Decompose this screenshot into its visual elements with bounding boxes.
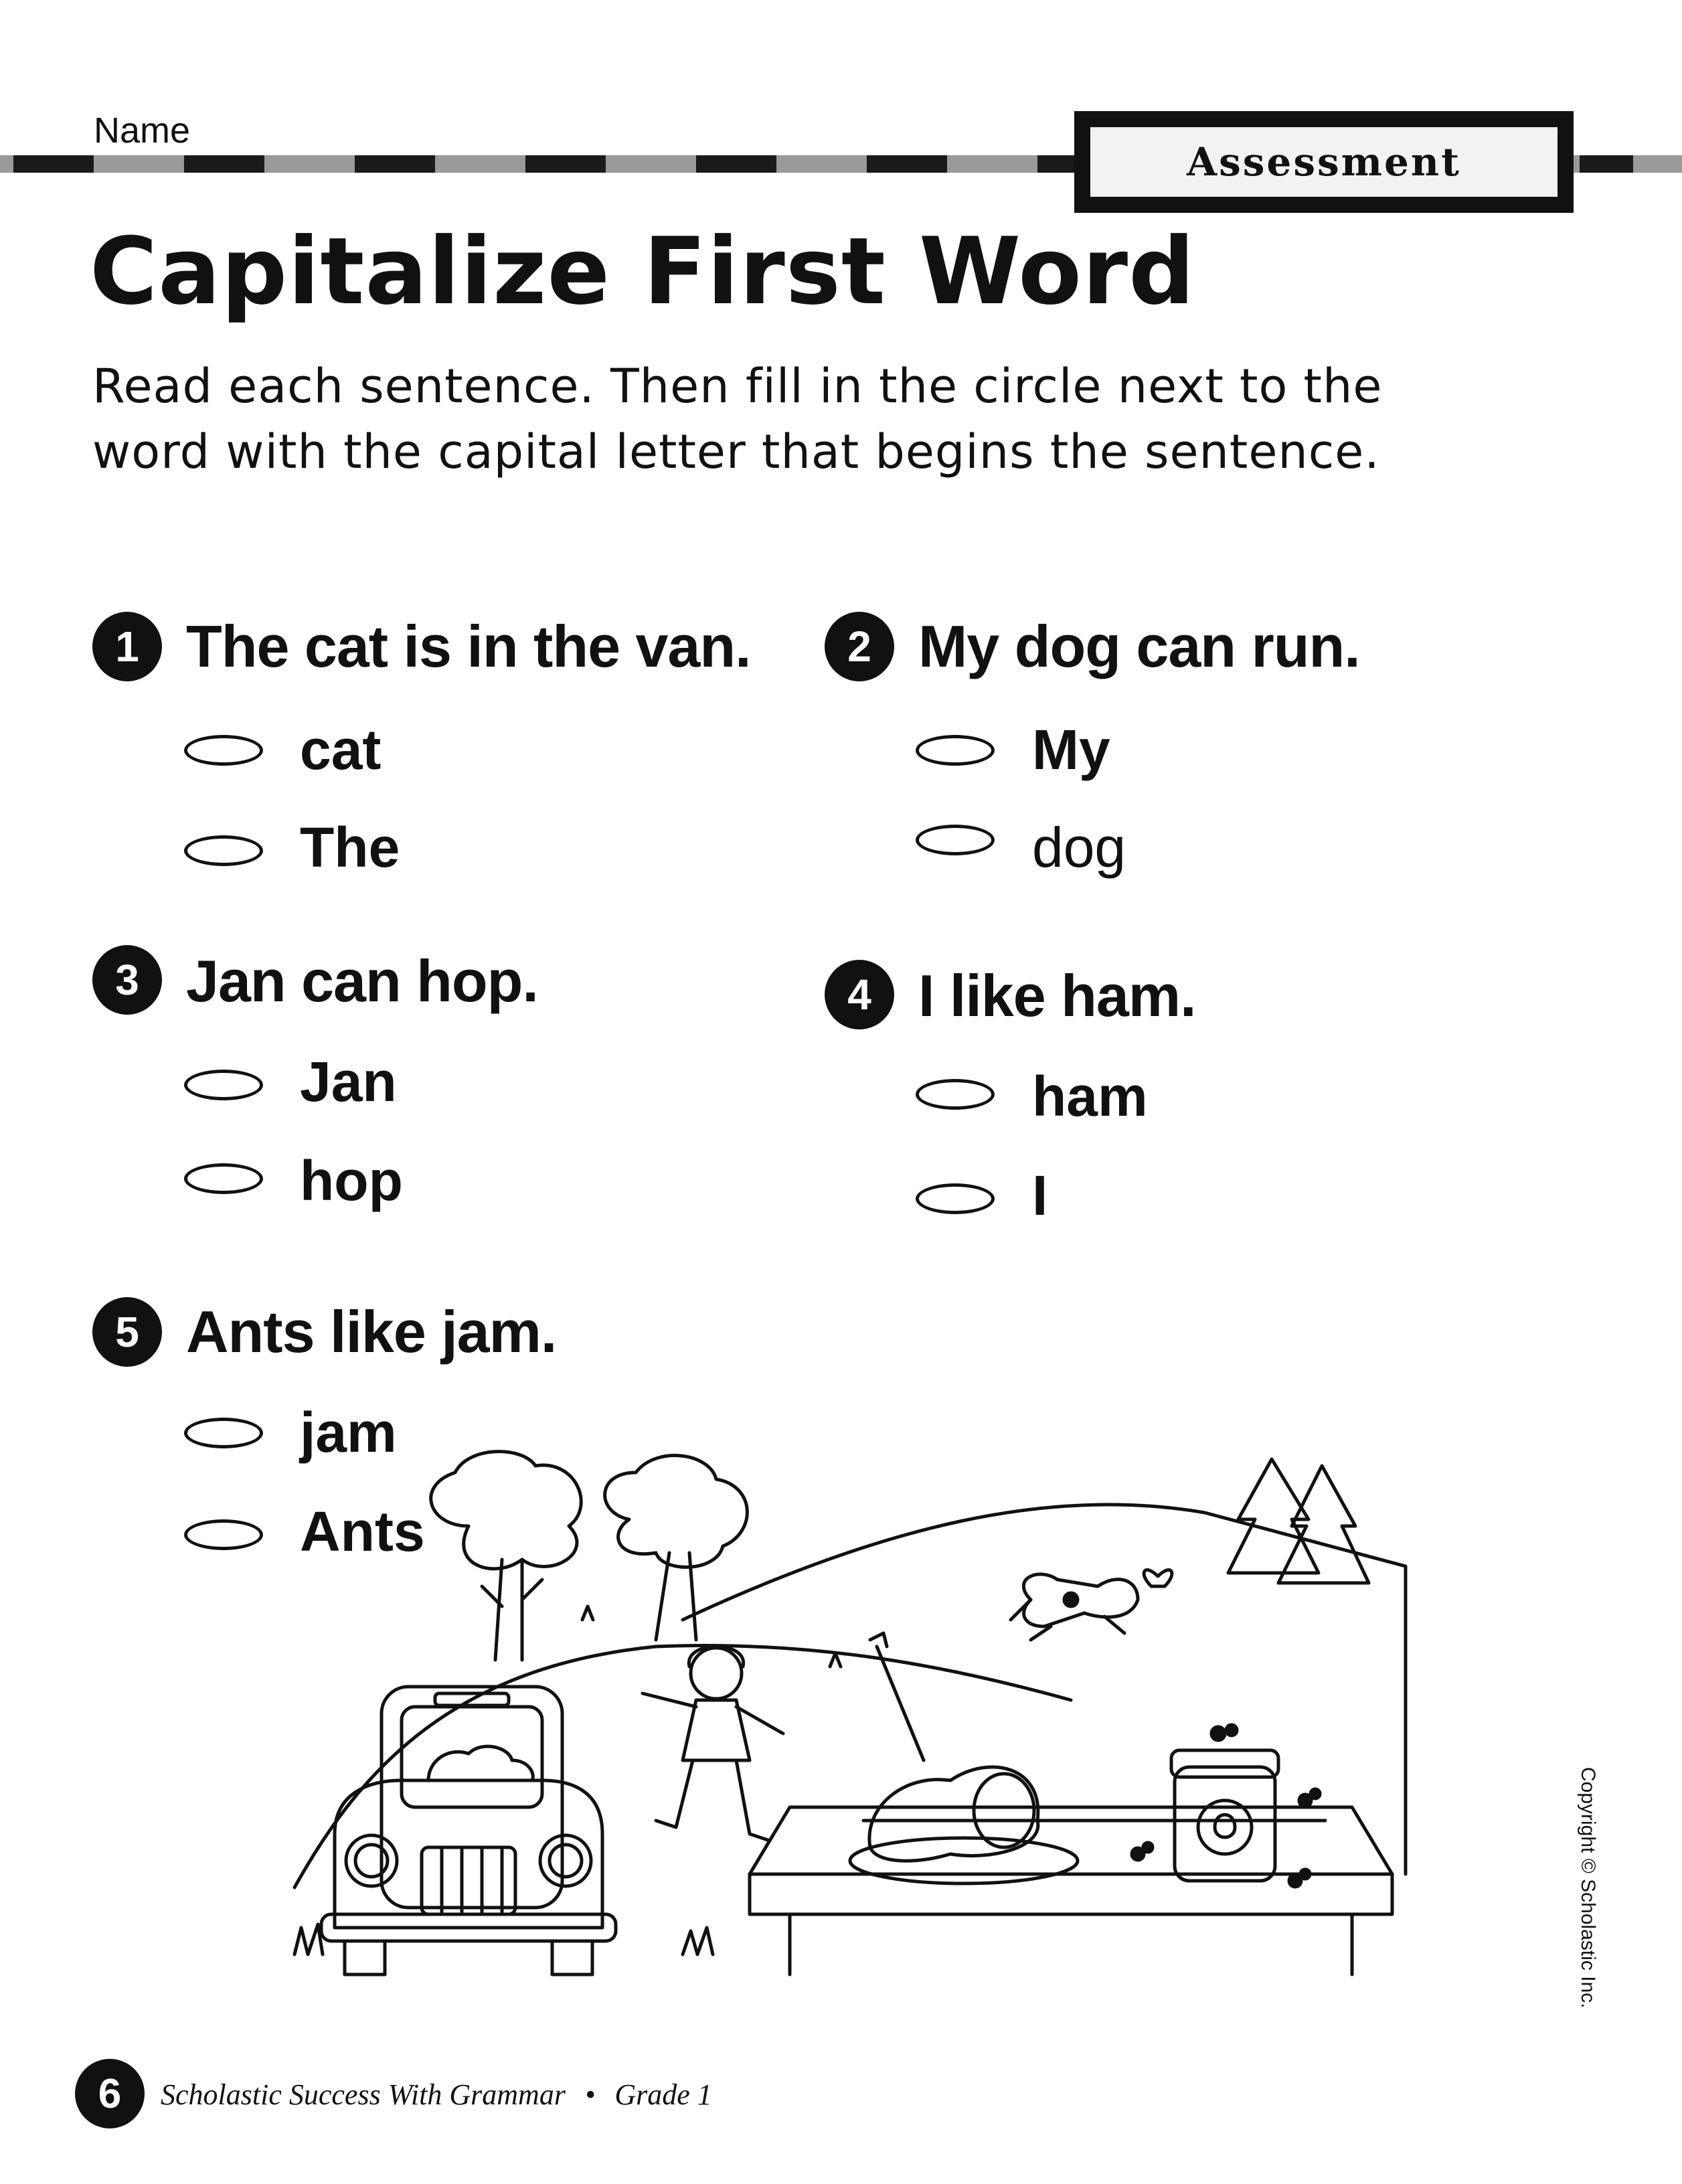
question-2-option-1-bubble[interactable]	[916, 735, 995, 766]
instructions-line-2: word with the capital letter that begins the sentence.	[92, 424, 1380, 479]
question-3-number: 3	[92, 945, 162, 1015]
question-3-sentence: Jan can hop.	[186, 948, 538, 1014]
question-4-option-1-bubble[interactable]	[916, 1079, 995, 1110]
butterfly	[1144, 1570, 1172, 1586]
front-hill	[295, 1645, 1071, 1887]
question-5-option-2-label: Ants	[300, 1500, 425, 1563]
question-1-number: 1	[92, 612, 162, 681]
question-2-option-2-bubble[interactable]	[916, 825, 995, 855]
instructions	[92, 353, 1431, 485]
question-1-option-2-label: The	[300, 816, 400, 879]
question-5-option-1-label: jam	[300, 1401, 397, 1464]
question-1-option-1-label: cat	[300, 718, 382, 781]
question-4-sentence: I like ham.	[918, 962, 1196, 1029]
question-5-option-2-bubble[interactable]	[184, 1519, 263, 1550]
question-2-option-2-label: dog	[1032, 816, 1126, 879]
question-5-option-1-bubble[interactable]	[184, 1418, 263, 1448]
question-2-number: 2	[825, 612, 894, 681]
ham-on-plate	[850, 1633, 1078, 1883]
question-5-number: 5	[92, 1297, 162, 1367]
question-4-option-2-label: I	[1032, 1164, 1048, 1227]
question-4-option-2-bubble[interactable]	[916, 1183, 995, 1214]
footer-book-info	[161, 2078, 712, 2112]
question-1-sentence: The cat is in the van.	[186, 613, 751, 679]
assessment-badge-inner	[1090, 127, 1558, 197]
car	[321, 1687, 616, 1975]
name-label: Name	[94, 110, 191, 151]
question-1-option-1-bubble[interactable]	[184, 735, 263, 766]
question-3-option-2-label: hop	[300, 1149, 403, 1212]
question-2-option-1-label: My	[1032, 718, 1110, 781]
instructions-line-1: Read each sentence. Then fill in the circle next to the	[92, 359, 1383, 414]
question-4-number: 4	[825, 960, 894, 1029]
girl-running	[643, 1647, 783, 1841]
question-5-sentence: Ants like jam.	[186, 1298, 557, 1365]
dog	[1011, 1574, 1138, 1640]
assessment-label: Assessment	[1187, 139, 1461, 185]
question-4-option-1-label: ham	[1032, 1065, 1148, 1128]
footer-separator: •	[584, 2078, 596, 2111]
jam-jar	[1171, 1750, 1278, 1881]
question-2-sentence: My dog can run.	[918, 613, 1360, 679]
picnic-table	[750, 1807, 1392, 1975]
footer-grade: Grade 1	[614, 2078, 712, 2111]
question-3-option-1-label: Jan	[300, 1050, 397, 1113]
grass-tufts	[295, 1606, 841, 1954]
question-3-option-1-bubble[interactable]	[184, 1070, 263, 1100]
page-title: Capitalize First Word	[90, 218, 1195, 325]
leafy-trees	[431, 1452, 748, 1660]
question-3-option-2-bubble[interactable]	[184, 1163, 263, 1194]
question-1-option-2-bubble[interactable]	[184, 835, 263, 866]
picnic-scene-illustration	[281, 1446, 1419, 1981]
pine-trees	[1228, 1459, 1369, 1583]
copyright-notice	[1576, 1767, 1603, 2021]
assessment-badge	[1074, 111, 1574, 213]
back-hill	[683, 1505, 1406, 1874]
page-number: 6	[75, 2059, 145, 2128]
footer-book-title: Scholastic Success With Grammar	[161, 2078, 566, 2111]
copyright-text: Copyright © Scholastic Inc.	[1577, 1767, 1599, 2009]
